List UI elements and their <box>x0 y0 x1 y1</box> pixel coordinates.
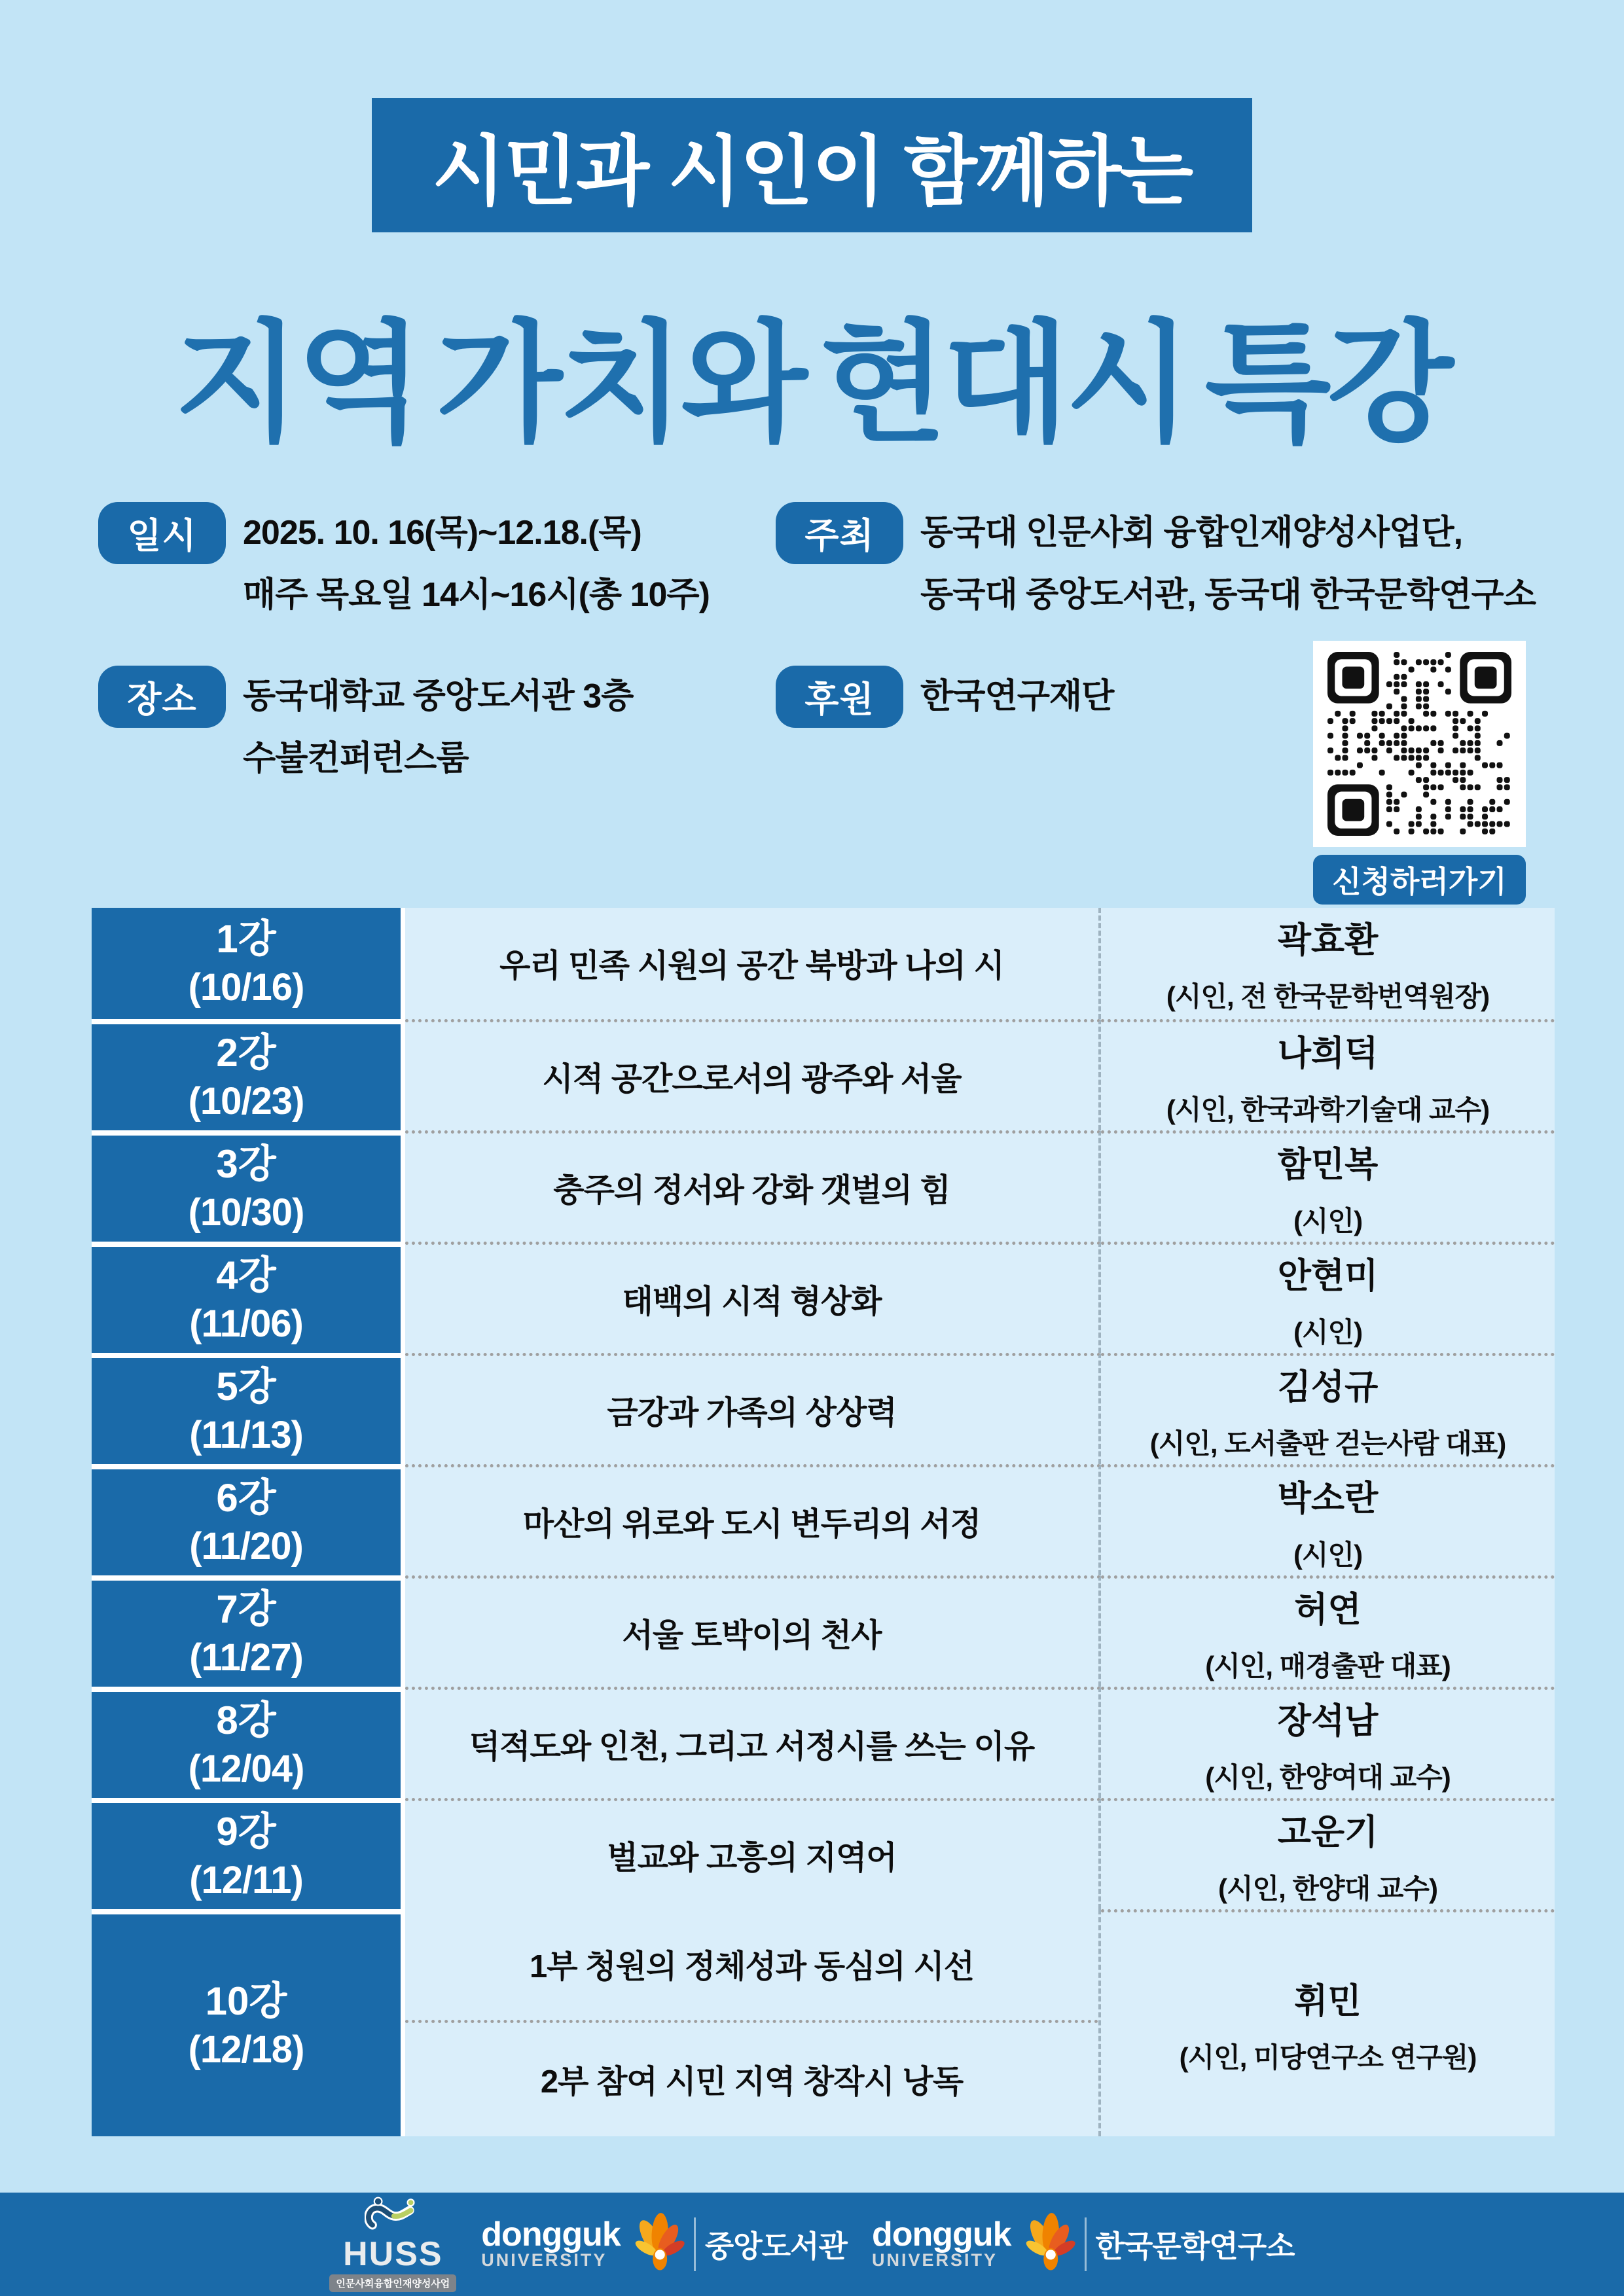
speaker-name: 허연 <box>1294 1590 1362 1629</box>
lecture-number: 6강 <box>216 1476 276 1520</box>
lecture-date: (10/23) <box>188 1080 304 1122</box>
page-title: 지역 가치와 현대시 특강 <box>174 310 1450 457</box>
speaker-cell <box>1101 1575 1555 1687</box>
speaker-cell <box>1101 1019 1555 1130</box>
datetime-line-2: 매주 목요일 14시~16시(총 10주) <box>243 576 710 614</box>
info-section <box>98 502 1536 899</box>
lecture-date: (11/27) <box>189 1636 303 1679</box>
datetime-badge: 일시 <box>98 502 226 564</box>
speaker-name: 김성규 <box>1277 1367 1379 1407</box>
lecture-cell <box>92 1130 405 1242</box>
huss-subtitle: 인문사회융합인재양성사업 <box>329 2274 456 2292</box>
lecture-number: 10강 <box>205 1979 287 2023</box>
lecture-cell <box>92 1575 405 1687</box>
host-line-2: 동국대 중앙도서관, 동국대 한국문학연구소 <box>920 576 1536 614</box>
topic-cell: 태백의 시적 형상화 <box>405 1242 1101 1353</box>
speaker-affiliation: (시인, 한양여대 교수) <box>1205 1761 1451 1793</box>
lecture-date: (11/13) <box>189 1414 303 1456</box>
lecture-date: (12/18) <box>188 2028 304 2071</box>
table-row <box>92 1575 1555 1687</box>
speaker-cell <box>1101 1130 1555 1242</box>
lecture-number: 3강 <box>216 1142 276 1186</box>
footer <box>0 2193 1624 2296</box>
qr-block <box>1313 641 1526 905</box>
table-row <box>92 1798 1555 1909</box>
table-row <box>92 1464 1555 1575</box>
lecture-date: (11/20) <box>189 1525 303 1568</box>
topic-cell: 금강과 가족의 상상력 <box>405 1353 1101 1464</box>
footer-label-institute: 한국문학연구소 <box>1095 2229 1295 2263</box>
huss-name: HUSS <box>343 2235 443 2273</box>
dongguk-logo-library <box>481 2213 847 2276</box>
speaker-affiliation: (시인) <box>1293 1205 1363 1236</box>
table-row-final <box>92 1909 1555 2136</box>
footer-label-library: 중앙도서관 <box>704 2229 847 2263</box>
table-row <box>92 1019 1555 1130</box>
lecture-cell <box>92 1353 405 1464</box>
lecture-number: 1강 <box>216 917 276 961</box>
speaker-affiliation: (시인, 매경출판 대표) <box>1205 1650 1451 1681</box>
info-item-place <box>98 666 633 790</box>
place-line-2: 수불컨퍼런스룸 <box>243 740 469 778</box>
speaker-cell <box>1101 1242 1555 1353</box>
speaker-cell <box>1101 1798 1555 1909</box>
topic-cell: 우리 민족 시원의 공간 북방과 나의 시 <box>405 908 1101 1019</box>
info-item-host <box>776 502 1536 626</box>
speaker-affiliation: (시인, 한양대 교수) <box>1218 1873 1437 1904</box>
speaker-affiliation: (시인) <box>1293 1539 1363 1570</box>
footer-divider <box>694 2217 696 2271</box>
topic-cell: 충주의 정서와 강화 갯벌의 힘 <box>405 1130 1101 1242</box>
lecture-date: (10/16) <box>188 966 304 1009</box>
speaker-affiliation: (시인, 도서출판 걷는사람 대표) <box>1149 1427 1506 1459</box>
table-row <box>92 908 1555 1019</box>
speaker-name: 고운기 <box>1277 1812 1379 1852</box>
speaker-name: 나희덕 <box>1277 1033 1379 1073</box>
info-item-datetime <box>98 502 710 626</box>
speaker-name: 안현미 <box>1277 1256 1379 1295</box>
info-item-sponsor <box>776 666 1113 728</box>
speaker-affiliation: (시인) <box>1293 1316 1363 1348</box>
lotus-flower-icon <box>630 2213 685 2276</box>
speaker-cell <box>1101 1464 1555 1575</box>
lecture-date: (11/06) <box>189 1302 303 1345</box>
dongguk-logo-institute <box>872 2213 1295 2276</box>
topic-cell: 시적 공간으로서의 광주와 서울 <box>405 1019 1101 1130</box>
lecture-number: 7강 <box>216 1587 276 1631</box>
lecture-number: 4강 <box>216 1253 276 1297</box>
lecture-number: 2강 <box>216 1031 276 1075</box>
speaker-name: 휘민 <box>1294 1982 1362 2020</box>
lotus-flower-icon <box>1020 2213 1075 2276</box>
topic-cell: 서울 토박이의 천사 <box>405 1575 1101 1687</box>
topic-cell: 덕적도와 인천, 그리고 서정시를 쓰는 이유 <box>405 1687 1101 1798</box>
lecture-number: 5강 <box>216 1365 276 1408</box>
lecture-date: (10/30) <box>188 1191 304 1234</box>
speaker-affiliation: (시인, 미당연구소 연구원) <box>1179 2042 1477 2073</box>
topic-cell: 마산의 위로와 도시 변두리의 서정 <box>405 1464 1101 1575</box>
top-banner <box>372 98 1252 232</box>
lecture-number: 8강 <box>216 1698 276 1742</box>
speaker-affiliation: (시인, 전 한국문학번역원장) <box>1166 981 1490 1012</box>
speaker-name: 장석남 <box>1277 1701 1379 1740</box>
speaker-cell <box>1101 1687 1555 1798</box>
schedule-table <box>92 908 1555 2136</box>
speaker-name: 박소란 <box>1277 1479 1379 1518</box>
datetime-line-1: 2025. 10. 16(목)~12.18.(목) <box>243 514 641 552</box>
lecture-cell <box>92 1019 405 1130</box>
lecture-cell <box>92 1909 405 2136</box>
footer-divider <box>1085 2217 1087 2271</box>
dongguk-wordmark: dongguk UNIVERSITY <box>872 2215 1011 2270</box>
apply-link-button[interactable]: 신청하러가기 <box>1313 855 1526 905</box>
topic-cell <box>405 1909 1101 2136</box>
sponsor-badge: 후원 <box>776 666 903 728</box>
lecture-cell <box>92 1687 405 1798</box>
speaker-cell <box>1101 1909 1555 2136</box>
banner-text: 시민과 시인이 함께하는 <box>431 129 1193 214</box>
topic-part-1: 1부 청원의 정체성과 동심의 시선 <box>405 1909 1098 2023</box>
table-row <box>92 1242 1555 1353</box>
speaker-cell <box>1101 908 1555 1019</box>
table-row <box>92 1130 1555 1242</box>
lecture-cell <box>92 1798 405 1909</box>
host-badge: 주최 <box>776 502 903 564</box>
speaker-cell <box>1101 1353 1555 1464</box>
qr-code <box>1313 641 1526 847</box>
topic-part-2: 2부 참여 시민 지역 창작시 낭독 <box>540 2064 964 2100</box>
huss-logo <box>329 2197 456 2292</box>
sponsor-line-1: 한국연구재단 <box>920 677 1114 715</box>
place-line-1: 동국대학교 중앙도서관 3층 <box>243 677 634 715</box>
speaker-affiliation: (시인, 한국과학기술대 교수) <box>1166 1094 1490 1125</box>
dongguk-wordmark: dongguk UNIVERSITY <box>481 2215 621 2270</box>
place-badge: 장소 <box>98 666 226 728</box>
lecture-date: (12/11) <box>189 1859 303 1901</box>
huss-icon <box>365 2197 421 2238</box>
lecture-cell <box>92 1242 405 1353</box>
speaker-name: 함민복 <box>1277 1145 1379 1184</box>
speaker-name: 곽효환 <box>1277 921 1379 960</box>
table-row <box>92 1353 1555 1464</box>
lecture-date: (12/04) <box>188 1748 304 1790</box>
table-row <box>92 1687 1555 1798</box>
lecture-number: 9강 <box>216 1810 276 1854</box>
topic-cell: 벌교와 고흥의 지역어 <box>405 1798 1101 1909</box>
host-line-1: 동국대 인문사회 융합인재양성사업단, <box>920 514 1463 552</box>
lecture-cell <box>92 908 405 1019</box>
lecture-cell <box>92 1464 405 1575</box>
